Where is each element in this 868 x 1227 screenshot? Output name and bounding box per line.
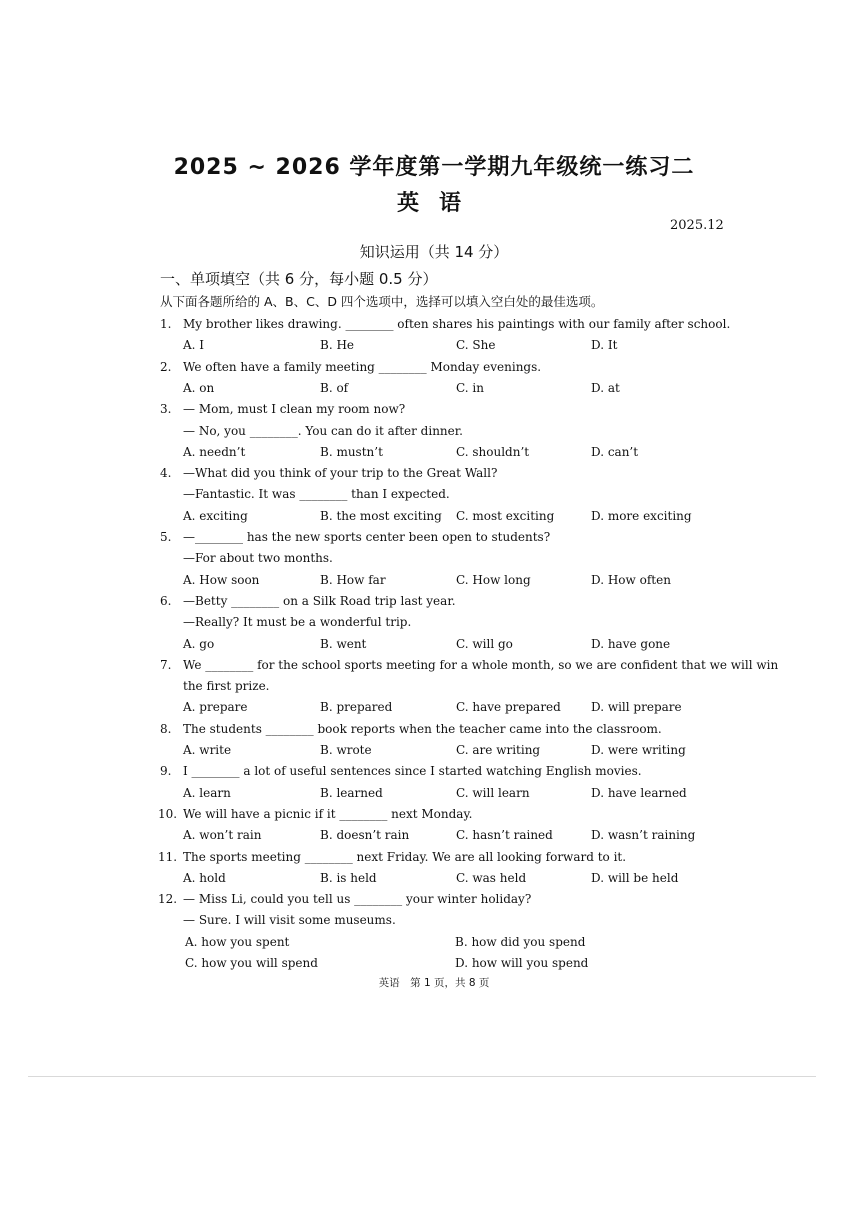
question-stem-line: We often have a family meeting ________ Monday evenings. — [183, 359, 542, 374]
option-a: A. exciting — [183, 508, 248, 523]
question-stem-line: We will have a picnic if it ________ next Monday. — [183, 806, 473, 821]
option-a: A. learn — [183, 785, 231, 800]
option-d: D. have learned — [591, 785, 687, 800]
option-c: C. how you will spend — [185, 956, 318, 970]
question-stem-line: —For about two months. — [183, 551, 333, 566]
option-d: D. will be held — [591, 870, 679, 885]
question-number: 5. — [160, 530, 172, 544]
question-number: 2. — [160, 359, 172, 374]
question-stem-line: — Mom, must I clean my room now? — [183, 402, 406, 417]
exam-title: 2025 ~ 2026 学年度第一学期九年级统一练习二 — [173, 155, 695, 180]
option-b: B. learned — [320, 785, 383, 800]
option-a: A. on — [183, 380, 215, 395]
question-stem-line: We ________ for the school sports meeting for a whole month, so we are confident that we will win — [183, 657, 779, 672]
option-a: A. I — [183, 338, 205, 353]
option-d: D. were writing — [591, 743, 686, 757]
question-stem-line: —Betty ________ on a Silk Road trip last year. — [183, 593, 456, 608]
option-c: C. have prepared — [456, 700, 561, 715]
question-stem-line: —Fantastic. It was ________ than I expected. — [183, 487, 450, 502]
option-b: B. the most exciting — [320, 508, 442, 523]
option-c: C. How long — [456, 572, 531, 587]
option-b: B. of — [320, 380, 349, 395]
option-c: C. hasn’t rained — [456, 828, 553, 843]
option-c: C. in — [456, 380, 484, 395]
option-b: B. how did you spend — [455, 934, 586, 949]
question-number: 11. — [158, 849, 178, 864]
question-number: 12. — [158, 892, 178, 907]
section-instruction: 从下面各题所给的 A、B、C、D 四个选项中，选择可以填入空白处的最佳选项。 — [160, 294, 604, 309]
option-b: B. How far — [320, 572, 386, 587]
subject-title: 英语 — [396, 191, 481, 216]
option-c: C. most exciting — [456, 508, 555, 523]
question-number: 6. — [160, 593, 172, 608]
question-number: 4. — [160, 466, 172, 481]
question-stem-line: — Miss Li, could you tell us ________ your winter holiday? — [183, 892, 532, 907]
section-title: 一、单项填空（共 6 分，每小题 0.5 分） — [160, 270, 438, 288]
option-b: B. mustn’t — [320, 444, 383, 459]
option-a: A. hold — [183, 870, 226, 885]
option-c: C. will learn — [456, 785, 530, 800]
option-a: A. How soon — [183, 572, 260, 587]
option-a: A. go — [183, 636, 215, 651]
question-number: 7. — [160, 657, 172, 672]
option-d: D. How often — [591, 572, 671, 587]
question-stem-line: —What did you think of your trip to the Great Wall? — [183, 466, 498, 481]
question-stem-line: The students ________ book reports when the teacher came into the classroom. — [183, 721, 662, 736]
option-a: A. needn’t — [183, 444, 246, 459]
option-b: B. is held — [320, 870, 377, 885]
option-d: D. will prepare — [591, 700, 682, 715]
question-stem-line: — No, you ________. You can do it after dinner. — [183, 423, 463, 438]
option-b: B. He — [320, 338, 355, 353]
question-number: 10. — [158, 806, 178, 821]
question-stem-line: I ________ a lot of useful sentences since I started watching English movies. — [183, 764, 642, 779]
option-d: D. It — [591, 338, 618, 353]
option-c: C. She — [456, 338, 496, 353]
page-divider — [28, 1076, 816, 1077]
question-stem-line: My brother likes drawing. ________ often shares his paintings with our family after school. — [183, 317, 731, 331]
option-b: B. prepared — [320, 700, 393, 715]
question-number: 1. — [160, 317, 172, 331]
option-b: B. went — [320, 636, 367, 651]
option-d: D. wasn’t raining — [591, 828, 696, 843]
option-d: D. have gone — [591, 636, 671, 651]
option-c: C. was held — [456, 870, 527, 885]
option-b: B. wrote — [320, 743, 372, 757]
exam-date: 2025.12 — [670, 218, 724, 233]
question-number: 9. — [160, 764, 172, 779]
page-footer: 英语 第 1 页，共 8 页 — [378, 977, 490, 989]
question-number: 8. — [160, 721, 172, 736]
question-number: 3. — [160, 402, 172, 417]
question-stem-line: The sports meeting ________ next Friday. We are all looking forward to it. — [183, 849, 627, 864]
option-a: A. write — [183, 743, 232, 757]
option-c: C. are writing — [456, 743, 541, 757]
question-stem-line: the first prize. — [183, 679, 270, 694]
option-b: B. doesn’t rain — [320, 828, 410, 843]
option-c: C. will go — [456, 636, 513, 651]
option-a: A. won’t rain — [183, 828, 262, 843]
option-d: D. can’t — [591, 444, 639, 459]
option-d: D. more exciting — [591, 508, 692, 523]
question-stem-line: —Really? It must be a wonderful trip. — [183, 615, 412, 630]
part-title: 知识运用（共 14 分） — [359, 243, 509, 261]
question-stem-line: —________ has the new sports center been open to students? — [183, 530, 551, 544]
option-d: D. at — [591, 380, 620, 395]
option-a: A. how you spent — [185, 934, 290, 949]
option-c: C. shouldn’t — [456, 444, 530, 459]
option-a: A. prepare — [183, 700, 248, 715]
question-stem-line: — Sure. I will visit some museums. — [183, 913, 396, 928]
option-d: D. how will you spend — [455, 956, 589, 970]
